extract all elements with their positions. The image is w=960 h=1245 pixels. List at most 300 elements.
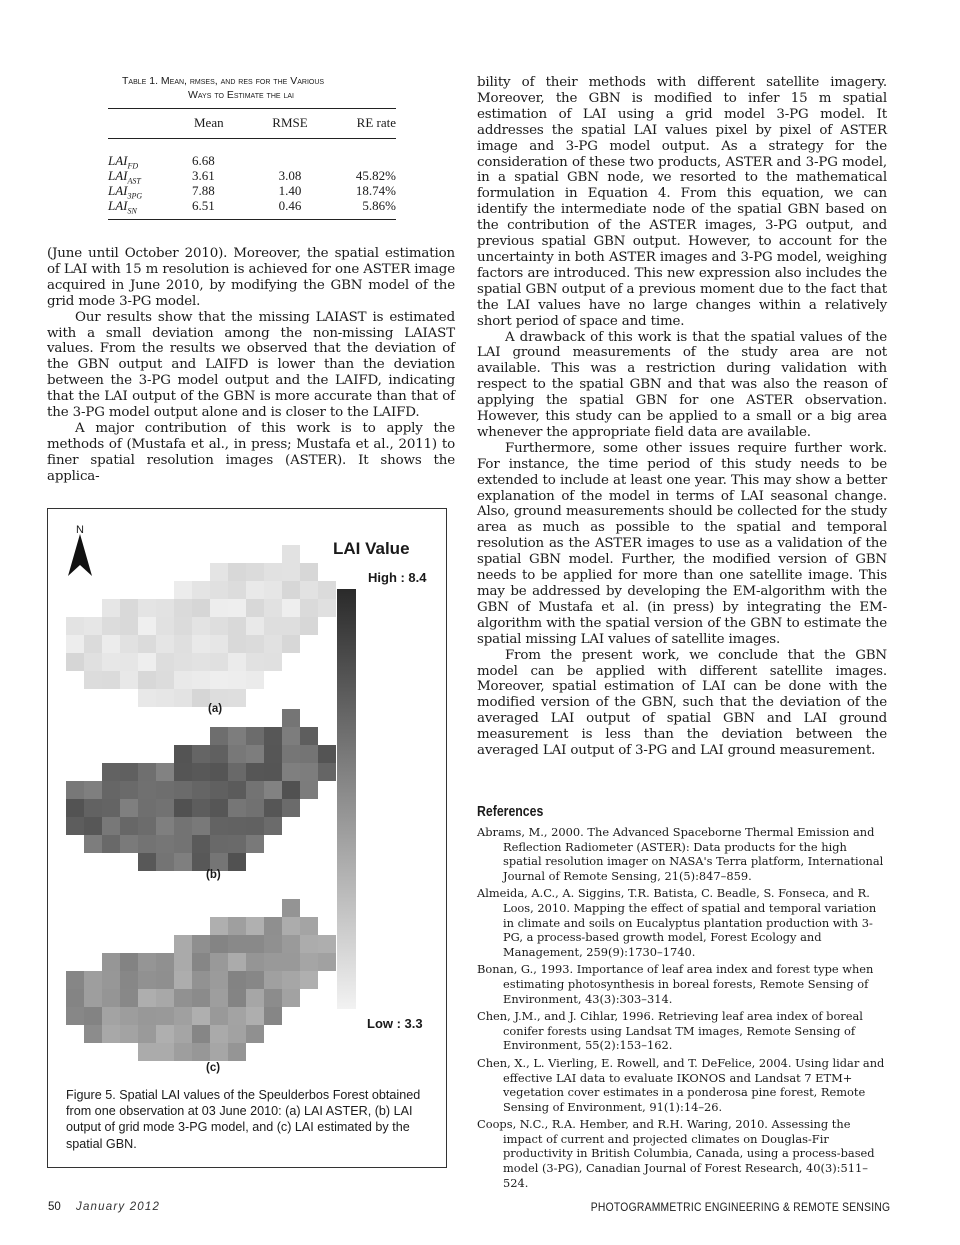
map-pixel (300, 935, 318, 953)
map-pixel (282, 581, 300, 599)
map-pixel (300, 727, 318, 745)
map-pixel (246, 581, 264, 599)
map-pixel (318, 745, 336, 763)
map-pixel (246, 971, 264, 989)
map-pixel (228, 853, 246, 871)
reference-item: Chen, X., L. Vierling, E. Rowell, and T. DeFelice, 2004. Using lidar and effective LAI data to evaluate IKONOS and Landsat 7 ETM+ vegetation cover estimates in a ponderosa pine forest, Remote Sensing of Environment, 91(1):14–26. (477, 1055, 885, 1114)
map-pixel (174, 935, 192, 953)
map-pixel (318, 935, 336, 953)
map-pixel (138, 853, 156, 871)
map-pixel (174, 989, 192, 1007)
table-cell-mean: 3.61 (192, 168, 215, 183)
map-pixel (192, 1043, 210, 1061)
map-pixel (102, 599, 120, 617)
table-row-label: $LAI_{SN}$ (108, 198, 137, 216)
left-column-text (47, 246, 455, 485)
map-pixel (282, 953, 300, 971)
map-pixel (192, 1025, 210, 1043)
map-pixel (228, 799, 246, 817)
map-pixel (138, 971, 156, 989)
map-pixel (120, 671, 138, 689)
map-pixel (174, 835, 192, 853)
map-pixel (210, 935, 228, 953)
map-pixel (66, 653, 84, 671)
map-pixel (84, 653, 102, 671)
table-cell-rmse (252, 153, 328, 168)
table-row (108, 168, 396, 186)
map-pixel (228, 727, 246, 745)
map-pixel (210, 817, 228, 835)
map-pixel (210, 599, 228, 617)
map-pixel (228, 671, 246, 689)
map-pixel (156, 817, 174, 835)
map-pixel (102, 763, 120, 781)
references-list (477, 825, 889, 1193)
map-pixel (192, 599, 210, 617)
map-pixel (246, 835, 264, 853)
map-pixel (228, 1007, 246, 1025)
map-pixel (138, 781, 156, 799)
map-pixel (246, 763, 264, 781)
map-pixel (210, 799, 228, 817)
map-pixel (138, 1007, 156, 1025)
map-pixel (174, 971, 192, 989)
map-pixel (84, 989, 102, 1007)
map-pixel (84, 671, 102, 689)
north-arrow-icon (68, 534, 92, 576)
map-pixel (246, 1025, 264, 1043)
legend-low-label: Low : 3.3 (367, 1016, 423, 1031)
left-paragraph-3: A major contribution of this work is to apply the methods of (Mustafa et al., in press; Mustafa et al., 2011) to finer spatial resolution images (ASTER). It shows the applica- (47, 420, 455, 484)
map-pixel (174, 853, 192, 871)
map-pixel (228, 653, 246, 671)
right-paragraph-4: From the present work, we conclude that the GBN model can be applied with different satellite images. Moreover, spatial estimation of LAI can be done with the modified version of the GBN, such that the deviation of the averaged LAI output of spatial GBN and LAI ground measurement is less than the deviation between the averaged LAI output of 3-PG and LAI ground measurement. (477, 647, 887, 759)
map-pixel (174, 817, 192, 835)
map-pixel (174, 653, 192, 671)
map-pixel (300, 563, 318, 581)
map-pixel (102, 781, 120, 799)
map-pixel (264, 745, 282, 763)
map-pixel (246, 799, 264, 817)
map-pixel (120, 1007, 138, 1025)
map-pixel (84, 617, 102, 635)
map-pixel (210, 671, 228, 689)
map-pixel (300, 917, 318, 935)
map-pixel (174, 689, 192, 707)
map-pixel (156, 635, 174, 653)
map-pixel (120, 653, 138, 671)
map-pixel (210, 1025, 228, 1043)
map-pixel (156, 617, 174, 635)
map-pixel (210, 635, 228, 653)
map-pixel (156, 599, 174, 617)
map-pixel (174, 617, 192, 635)
map-pixel (264, 817, 282, 835)
map-pixel (192, 745, 210, 763)
panel-b-label: (b) (206, 869, 221, 881)
table-row (108, 153, 396, 171)
map-pixel (228, 563, 246, 581)
map-pixel (156, 835, 174, 853)
map-pixel (228, 1043, 246, 1061)
table-header-rmse: RMSE (272, 115, 308, 130)
map-pixel (102, 635, 120, 653)
map-pixel (300, 763, 318, 781)
map-pixel (246, 653, 264, 671)
map-pixel (246, 817, 264, 835)
map-pixel (282, 799, 300, 817)
map-pixel (174, 763, 192, 781)
map-pixel (102, 1025, 120, 1043)
map-pixel (282, 899, 300, 917)
map-pixel (120, 599, 138, 617)
map-pixel (282, 709, 300, 727)
map-pixel (138, 953, 156, 971)
map-pixel (156, 971, 174, 989)
map-pixel (282, 763, 300, 781)
map-pixel (102, 953, 120, 971)
map-pixel (66, 817, 84, 835)
map-pixel (282, 971, 300, 989)
map-pixel (246, 727, 264, 745)
map-pixel (264, 989, 282, 1007)
map-pixel (192, 617, 210, 635)
table-row-label: $LAI_{3PG}$ (108, 183, 143, 201)
map-pixel (156, 671, 174, 689)
reference-item: Almeida, A.C., A. Siggins, T.R. Batista, C. Beadle, S. Fonseca, and R. Loos, 2010. Mapping the effect of spatial and temporal variation in climate and soils on Eucalyptus plantation production with 3-PG, a process-based growth model, Forest Ecology and Management, 259(9):1730–1740. (477, 886, 877, 959)
reference-item: Coops, N.C., R.A. Hember, and R.H. Waring, 2010. Assessing the impact of current and projected climates on Douglas-Fir productivity in British Columbia, Canada, using a process-based model (3-PG), Canadian Journal of Forest Research, 40(3):511–524. (477, 1117, 875, 1190)
map-pixel (84, 835, 102, 853)
map-pixel (192, 835, 210, 853)
map-pixel (84, 1007, 102, 1025)
map-pixel (282, 617, 300, 635)
map-pixel (264, 563, 282, 581)
map-pixel (138, 799, 156, 817)
map-pixel (246, 617, 264, 635)
map-pixel (228, 953, 246, 971)
table-row-label: $LAI_{AST}$ (108, 168, 141, 186)
map-pixel (192, 671, 210, 689)
map-pixel (174, 745, 192, 763)
map-pixel (192, 763, 210, 781)
map-pixel (138, 689, 156, 707)
table-cell-mean: 7.88 (192, 183, 215, 198)
left-paragraph-1: (June until October 2010). Moreover, the spatial estimation of LAI with 15 m resolution is achieved for one ASTER image acquired in June 2010, by modifying the GBN model of the grid mode 3-PG model. (47, 246, 455, 309)
map-pixel (102, 617, 120, 635)
map-pixel (264, 727, 282, 745)
map-pixel (264, 581, 282, 599)
map-pixel (192, 799, 210, 817)
right-paragraph-3: Furthermore, some other issues require further work. For instance, the time period of this study needs to be extended to include at least one year. This may show a better explanation of the model in terms of LAI seasonal change. Also, ground measurements should be collected for the study area as much as possible to the spatial and temporal resolution as the ASTER images to use as a validation of the spatial GBN model. Further, the modified version of GBN needs to be applied for more than one satellite image. This may be addressed by developing the EM-algorithm with the GBN of Mustafa et al. (in press) by integrating the EM-algorithm with the spatial version of the GBN to estimate the spatial missing LAI values of satellite images. (477, 440, 887, 647)
map-pixel (156, 781, 174, 799)
map-pixel (246, 671, 264, 689)
map-pixel (156, 689, 174, 707)
map-pixel (156, 1043, 174, 1061)
map-pixel (210, 1043, 228, 1061)
map-pixel (174, 599, 192, 617)
map-pixel (102, 653, 120, 671)
map-pixel (264, 935, 282, 953)
table-header-blank (108, 112, 192, 134)
map-pixel (120, 781, 138, 799)
right-paragraph-1: bility of their methods with different satellite imagery. Moreover, the GBN is modified to infer 15 m spatial estimation of LAI using a grid model 3-PG model. It addresses the spatial LAI values pixel by pixel of ASTER image and 3-PG model output. As a strategy for the consideration of these two products, ASTER and 3-PG model, in a spatial GBN node, we resorted to the mathematical formulation in Equation 4. From this equation, we can identify the intermediate node of the spatial GBN based on the contribution of the ASTER images, 3-PG output, and previous spatial GBN output. However, to account for the uncertainty in both ASTER images and 3-PG model, weighing factors are introduced. This new expression also includes the spatial GBN output of a previous moment due to the fact that the LAI values have no large changes within a relatively short period of space and time. (477, 75, 887, 329)
references-heading: References (477, 803, 544, 820)
legend-title: LAI Value (333, 539, 410, 558)
map-pixel (318, 763, 336, 781)
map-pixel (120, 835, 138, 853)
table-mid-rule (108, 138, 396, 139)
map-pixel (120, 953, 138, 971)
map-pixel (156, 1007, 174, 1025)
map-pixel (228, 781, 246, 799)
map-pixel (174, 671, 192, 689)
map-pixel (138, 599, 156, 617)
map-pixel (156, 853, 174, 871)
legend-high-label: High : 8.4 (368, 570, 427, 585)
map-pixel (192, 781, 210, 799)
figure-5 (47, 508, 447, 1168)
map-pixel (156, 989, 174, 1007)
panel-a-label: (a) (208, 703, 223, 715)
map-pixel (318, 581, 336, 599)
map-pixel (264, 971, 282, 989)
map-pixel (156, 953, 174, 971)
table-cell-mean: 6.51 (192, 198, 215, 213)
map-pixel (174, 1007, 192, 1025)
map-pixel (174, 799, 192, 817)
map-pixel (138, 1043, 156, 1061)
table-caption-line-2: Ways to Estimate the lai (188, 89, 294, 101)
map-pixel (300, 599, 318, 617)
map-pixel (318, 599, 336, 617)
map-pixel (246, 953, 264, 971)
left-paragraph-2: Our results show that the missing LAIAST is estimated with a small deviation among the non-missing LAIAST values. From the results we observed that the deviation of the GBN output and LAIFD is lower than the deviation between the 3-PG model output and the LAIFD, indicating that the LAI output of the GBN is more accurate than that of the 3-PG model output alone and is closer to the LAIFD. (47, 309, 455, 421)
map-pixel (120, 617, 138, 635)
map-pixel (264, 653, 282, 671)
map-pixel (210, 971, 228, 989)
map-pixel (192, 1007, 210, 1025)
map-pixel (228, 599, 246, 617)
map-pixel (210, 989, 228, 1007)
map-pixel (120, 763, 138, 781)
map-pixel (102, 989, 120, 1007)
map-pixel (120, 799, 138, 817)
right-paragraph-2: A drawback of this work is that the spatial values of the LAI ground measurements of the study area are not available. This was a restriction during validation with respect to the spatial GBN and that was also the reason of applying the spatial GBN for one ASTER observation. However, this study can be applied to a small or a big area whenever the appropriate field data are available. (477, 329, 887, 440)
map-pixel (300, 953, 318, 971)
map-pixel (264, 617, 282, 635)
map-pixel (120, 989, 138, 1007)
map-pixel (228, 935, 246, 953)
map-pixel (66, 989, 84, 1007)
map-pixel (174, 953, 192, 971)
map-pixel (138, 617, 156, 635)
map-pixel (192, 581, 210, 599)
map-pixel (102, 817, 120, 835)
map-pixel (120, 1025, 138, 1043)
map-pixel (192, 989, 210, 1007)
map-pixel (210, 745, 228, 763)
north-label: N (76, 524, 84, 536)
map-pixel (210, 763, 228, 781)
map-pixel (264, 917, 282, 935)
map-pixel (174, 1025, 192, 1043)
reference-item: Chen, J.M., and J. Cihlar, 1996. Retrieving leaf area index of boreal conifer forests using Landsat TM images, Remote Sensing of Environment, 55(2):153–162. (477, 1009, 863, 1053)
map-pixel (210, 563, 228, 581)
reference-item: Bonan, G., 1993. Importance of leaf area index and forest type when estimating photosynthesis in boreal forests, Remote Sensing of Environment, 43(3):303–314. (477, 962, 874, 1006)
map-pixel (228, 617, 246, 635)
map-pixel (84, 781, 102, 799)
issue-date: January 2012 (76, 1201, 161, 1213)
map-pixel (246, 989, 264, 1007)
map-pixel (210, 653, 228, 671)
map-pixel (282, 745, 300, 763)
map-pixel (228, 745, 246, 763)
map-pixel (102, 1007, 120, 1025)
map-pixel (138, 817, 156, 835)
map-pixel (246, 563, 264, 581)
map-pixel (138, 653, 156, 671)
map-pixel (264, 763, 282, 781)
map-pixel (282, 781, 300, 799)
map-pixel (138, 671, 156, 689)
map-pixel (228, 917, 246, 935)
map-pixel (156, 799, 174, 817)
map-pixel (264, 781, 282, 799)
map-pixel (102, 971, 120, 989)
table-bottom-rule (108, 219, 396, 220)
map-pixel (210, 1007, 228, 1025)
map-pixel (138, 635, 156, 653)
map-pixel (192, 635, 210, 653)
panel-c-label: (c) (206, 1062, 221, 1074)
table-header-row (108, 112, 396, 134)
right-column-text (477, 75, 887, 759)
map-pixel (66, 799, 84, 817)
map-pixel (174, 581, 192, 599)
map-pixel (210, 835, 228, 853)
map-pixel (66, 635, 84, 653)
map-pixel (66, 1007, 84, 1025)
map-pixel (246, 745, 264, 763)
legend-color-ramp (337, 589, 356, 1009)
table-cell-rmse: 1.40 (278, 183, 302, 198)
map-pixel (120, 971, 138, 989)
table-row (108, 198, 396, 216)
map-pixel (156, 763, 174, 781)
map-pixel (156, 653, 174, 671)
map-pixel (228, 817, 246, 835)
map-pixel (264, 599, 282, 617)
map-pixel (318, 953, 336, 971)
map-pixel (84, 635, 102, 653)
map-pixel (210, 917, 228, 935)
map-pixel (210, 781, 228, 799)
map-pixel (246, 781, 264, 799)
map-pixel (120, 817, 138, 835)
table-cell-rmse: 0.46 (278, 198, 302, 213)
map-pixel (264, 1007, 282, 1025)
results-table (108, 108, 396, 220)
map-pixel (228, 581, 246, 599)
map-pixel (174, 635, 192, 653)
map-panel-c (66, 899, 336, 1061)
map-pixel (210, 953, 228, 971)
table-top-rule (108, 108, 396, 109)
map-pixel (300, 617, 318, 635)
map-pixel (138, 989, 156, 1007)
map-pixel (282, 989, 300, 1007)
map-pixel (300, 971, 318, 989)
map-pixel (66, 971, 84, 989)
map-pixel (138, 763, 156, 781)
map-pixel (84, 799, 102, 817)
map-pixel (300, 781, 318, 799)
map-pixel (264, 953, 282, 971)
map-pixel (84, 971, 102, 989)
map-panel-a (66, 545, 336, 707)
table-cell-re: 18.74% (355, 183, 396, 198)
map-pixel (282, 563, 300, 581)
map-pixel (210, 727, 228, 745)
map-pixel (300, 581, 318, 599)
map-panel-b (66, 709, 336, 871)
map-pixel (282, 727, 300, 745)
map-pixel (282, 917, 300, 935)
table-caption-line-1: Table 1. Mean, rmses, and res for the Various (122, 75, 325, 87)
map-pixel (228, 835, 246, 853)
map-pixel (228, 971, 246, 989)
table-cell-re (328, 153, 396, 168)
map-pixel (228, 1025, 246, 1043)
table-header-mean: Mean (194, 115, 224, 130)
map-pixel (264, 799, 282, 817)
map-pixel (138, 1025, 156, 1043)
map-pixel (138, 835, 156, 853)
map-pixel (228, 689, 246, 707)
map-pixel (246, 599, 264, 617)
map-pixel (228, 763, 246, 781)
table-cell-mean: 6.68 (192, 153, 215, 168)
map-pixel (192, 935, 210, 953)
map-pixel (84, 817, 102, 835)
table-cell-re: 5.86% (362, 198, 396, 213)
lai-maps (48, 509, 448, 1079)
map-pixel (228, 635, 246, 653)
table-cell-re: 45.82% (355, 168, 396, 183)
map-pixel (282, 635, 300, 653)
map-pixel (156, 1025, 174, 1043)
map-pixel (192, 817, 210, 835)
figure-caption: Figure 5. Spatial LAI values of the Speulderbos Forest obtained from one observation at 03 June 2010: (a) LAI ASTER, (b) LAI output of grid mode 3-PG model, and (c) LAI estimated by the spatial GBN. (66, 1088, 421, 1151)
map-pixel (192, 971, 210, 989)
map-pixel (246, 935, 264, 953)
map-pixel (102, 671, 120, 689)
page-number: 50 (48, 1201, 61, 1213)
journal-name: PHOTOGRAMMETRIC ENGINEERING & REMOTE SENSING (590, 1200, 890, 1214)
map-pixel (210, 617, 228, 635)
map-pixel (174, 1043, 192, 1061)
map-pixel (120, 635, 138, 653)
table-row-label: $LAI_{FD}$ (108, 153, 139, 171)
map-pixel (282, 935, 300, 953)
map-pixel (246, 917, 264, 935)
map-pixel (102, 835, 120, 853)
map-pixel (246, 635, 264, 653)
map-pixel (282, 599, 300, 617)
table-cell-rmse: 3.08 (278, 168, 302, 183)
map-pixel (66, 617, 84, 635)
map-pixel (264, 635, 282, 653)
